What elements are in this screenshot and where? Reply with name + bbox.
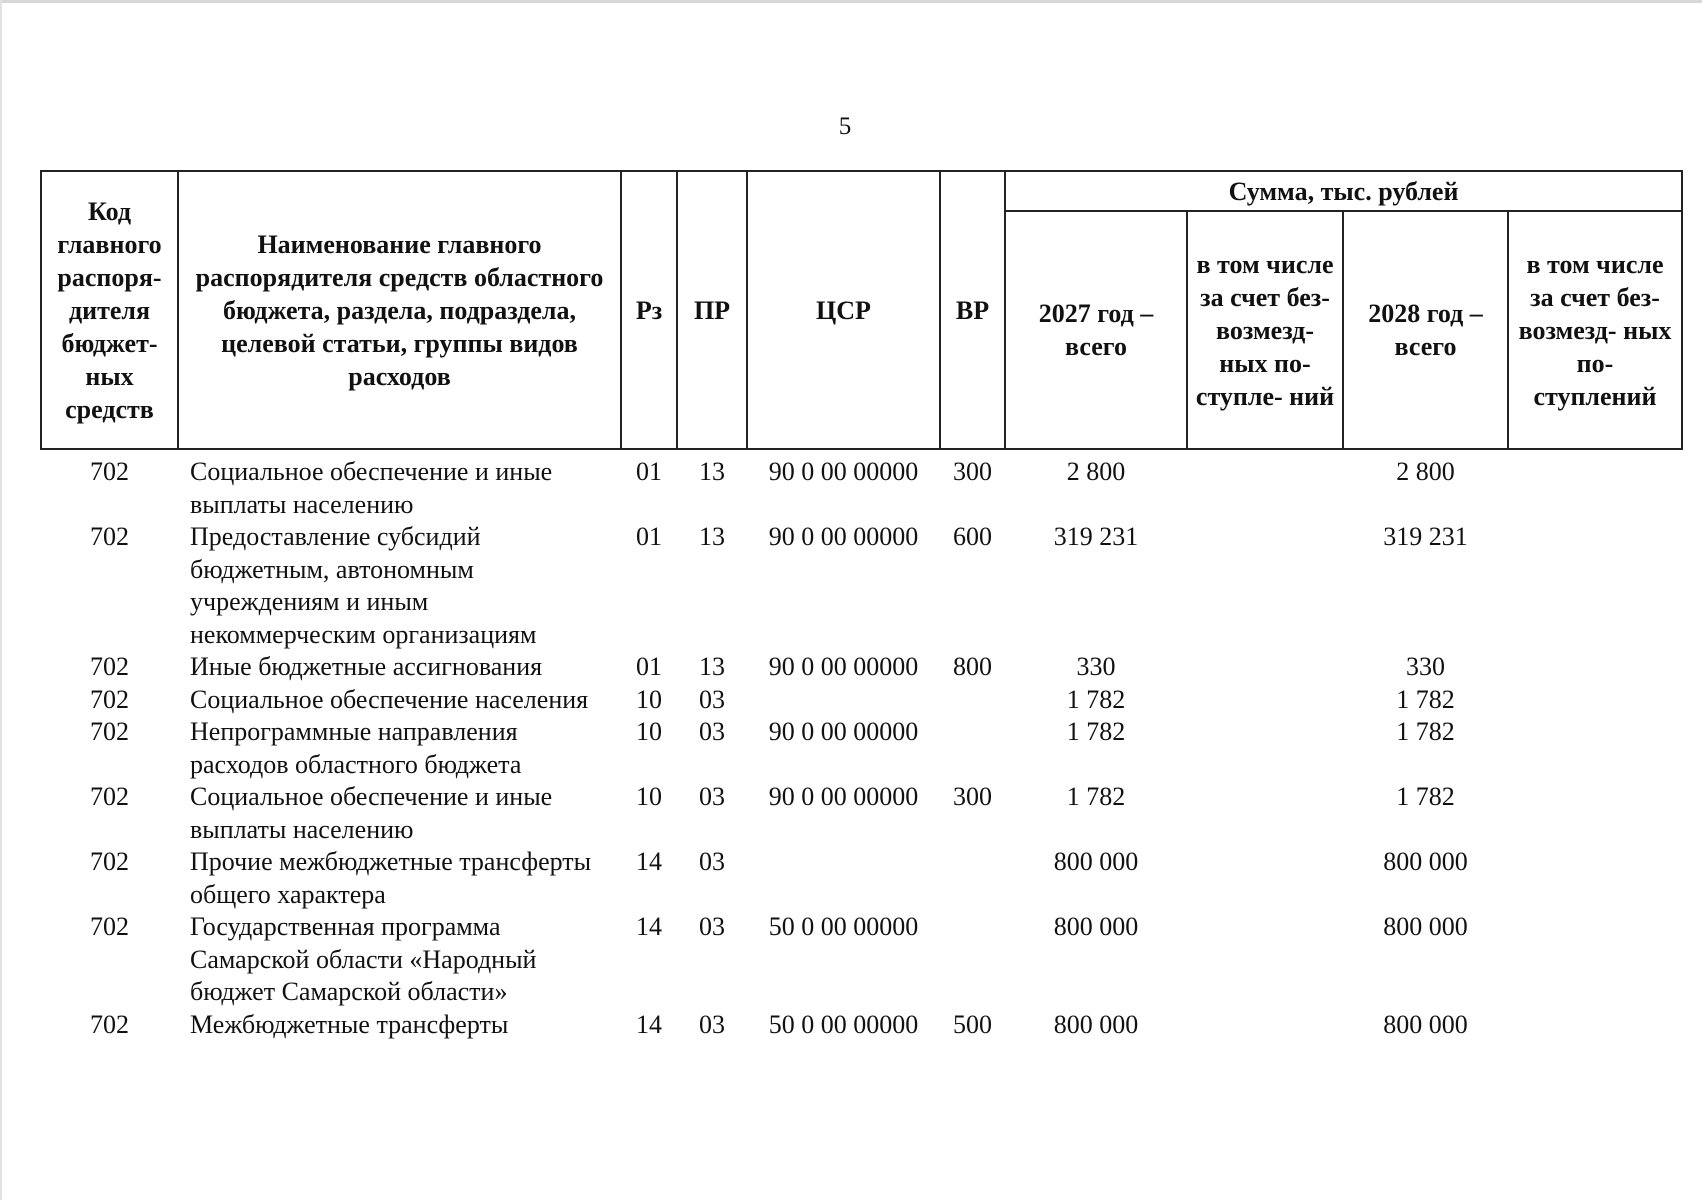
- page-edge-top: [0, 0, 1702, 3]
- header-vr: ВР: [940, 171, 1005, 449]
- cell-rz: 14: [636, 912, 662, 941]
- cell-csr: 90 0 00 00000: [768, 717, 919, 746]
- table-header: [41, 171, 1682, 449]
- header-2027-total: 2027 год – всего: [1005, 211, 1187, 449]
- cell-csr: 50 0 00 00000: [768, 1009, 919, 1039]
- cell-pr: 13: [699, 457, 725, 486]
- cell-rz: 14: [636, 847, 662, 876]
- cell-2027-total: 319 231: [1053, 522, 1139, 551]
- cell-kod: 702: [90, 782, 129, 811]
- cell-2027-total: 800 000: [1053, 1009, 1139, 1039]
- cell-kod: 702: [90, 522, 129, 551]
- header-2028-total: 2028 год – всего: [1343, 211, 1508, 449]
- cell-2028-total: 800 000: [1383, 912, 1468, 941]
- page-number: 5: [838, 113, 852, 140]
- cell-2028-total: 1 782: [1396, 782, 1455, 811]
- page-edge-left: [0, 0, 2, 1200]
- header-pr: ПР: [677, 171, 747, 449]
- cell-pr: 03: [699, 782, 725, 811]
- cell-kod: 702: [90, 457, 129, 486]
- cell-2028-free: [1508, 781, 1682, 846]
- cell-name: Прочие межбюджетные трансферты общего характера: [190, 847, 592, 909]
- header-csr: ЦСР: [747, 171, 940, 449]
- cell-rz: 01: [636, 652, 662, 681]
- cell-2027-free: [1187, 781, 1343, 846]
- cell-pr: 13: [699, 652, 725, 681]
- cell-2028-free: [1508, 846, 1682, 911]
- cell-rz: 14: [636, 1009, 662, 1039]
- cell-2028-free: [1508, 1009, 1682, 1042]
- cell-2028-free: [1508, 684, 1682, 717]
- cell-pr: 03: [699, 847, 725, 876]
- cell-vr: [940, 684, 1005, 717]
- header-kod: Код главного распоря- дителя бюджет- ных средств: [41, 171, 178, 449]
- cell-2028-total: 319 231: [1383, 522, 1468, 551]
- cell-kod: 702: [90, 1009, 129, 1039]
- table-row: [41, 781, 1682, 846]
- cell-name: Предоставление субсидий бюджетным, автономным учреждениям и иным некоммерческим организациям: [190, 522, 537, 649]
- cell-csr: 90 0 00 00000: [768, 652, 919, 681]
- cell-2027-total: 1 782: [1066, 782, 1126, 811]
- cell-2028-total: 330: [1406, 652, 1445, 681]
- cell-name: Социальное обеспечение населения: [190, 684, 589, 714]
- cell-name: Межбюджетные трансферты: [190, 1009, 509, 1039]
- cell-vr: 800: [953, 652, 992, 681]
- cell-name: Государственная программа Самарской области «Народный бюджет Самарской области»: [190, 912, 537, 1006]
- cell-vr: [940, 846, 1005, 911]
- cell-2028-total: 800 000: [1383, 1009, 1468, 1039]
- cell-2028-free: [1508, 521, 1682, 651]
- cell-rz: 01: [636, 457, 662, 486]
- cell-vr: 300: [953, 782, 992, 811]
- cell-2027-free: [1187, 716, 1343, 781]
- cell-rz: 10: [636, 782, 662, 811]
- cell-2027-free: [1187, 521, 1343, 651]
- table-row: [41, 521, 1682, 651]
- header-rz: Рз: [621, 171, 677, 449]
- cell-2027-total: 1 782: [1066, 684, 1126, 714]
- cell-2027-free: [1187, 911, 1343, 1009]
- cell-vr: 500: [953, 1009, 992, 1039]
- cell-vr: [940, 911, 1005, 1009]
- cell-2027-total: 2 800: [1066, 457, 1126, 486]
- cell-2027-free: [1187, 846, 1343, 911]
- cell-2028-free: [1508, 651, 1682, 684]
- cell-csr: 90 0 00 00000: [768, 522, 919, 551]
- cell-csr: 50 0 00 00000: [768, 912, 919, 941]
- cell-2028-free: [1508, 911, 1682, 1009]
- cell-2027-total: 330: [1076, 652, 1116, 681]
- cell-pr: 03: [699, 912, 725, 941]
- table-row: [41, 846, 1682, 911]
- header-sum-group: Сумма, тыс. рублей: [1005, 171, 1682, 211]
- cell-kod: 702: [90, 684, 129, 714]
- cell-kod: 702: [90, 652, 129, 681]
- cell-2027-free: [1187, 1009, 1343, 1042]
- cell-2028-free: [1508, 449, 1682, 521]
- cell-name: Иные бюджетные ассигнования: [190, 652, 543, 681]
- header-2028-free: в том числе за счет без- возмезд- ных по- ступлений: [1508, 211, 1682, 449]
- header-name: Наименование главного распорядителя средств областного бюджета, раздела, подраздела, целевой статьи, группы видов расходов: [178, 171, 621, 449]
- cell-2027-total: 800 000: [1053, 847, 1139, 876]
- budget-table: [40, 170, 1683, 1041]
- table-row: [41, 449, 1682, 521]
- cell-rz: 01: [636, 522, 662, 551]
- table-row: [41, 684, 1682, 717]
- table-row: [41, 1009, 1682, 1042]
- cell-kod: 702: [90, 912, 129, 941]
- cell-name: Социальное обеспечение и иные выплаты населению: [190, 457, 553, 519]
- cell-pr: 03: [699, 684, 725, 714]
- cell-2027-free: [1187, 449, 1343, 521]
- cell-name: Социальное обеспечение и иные выплаты населению: [190, 782, 553, 844]
- cell-csr: [747, 684, 940, 717]
- cell-kod: 702: [90, 717, 129, 746]
- cell-2028-free: [1508, 716, 1682, 781]
- cell-rz: 10: [636, 684, 662, 714]
- cell-vr: 600: [953, 522, 992, 551]
- cell-pr: 03: [699, 1009, 725, 1039]
- cell-2027-total: 800 000: [1053, 912, 1139, 941]
- table-row: [41, 651, 1682, 684]
- cell-kod: 702: [90, 847, 129, 876]
- cell-vr: 300: [953, 457, 992, 486]
- cell-2027-free: [1187, 684, 1343, 717]
- cell-name: Непрограммные направления расходов областного бюджета: [190, 717, 522, 779]
- cell-2028-total: 1 782: [1396, 717, 1455, 746]
- header-2027-free: в том числе за счет без- возмезд- ных по- ступле- ний: [1187, 211, 1343, 449]
- cell-pr: 13: [699, 522, 725, 551]
- cell-csr: 90 0 00 00000: [768, 782, 919, 811]
- cell-2028-total: 2 800: [1396, 457, 1455, 486]
- cell-2028-total: 1 782: [1396, 684, 1455, 714]
- cell-pr: 03: [699, 717, 725, 746]
- cell-csr: 90 0 00 00000: [768, 457, 919, 486]
- cell-vr: [940, 716, 1005, 781]
- cell-2028-total: 800 000: [1383, 847, 1468, 876]
- cell-csr: [747, 846, 940, 911]
- table-body: [41, 449, 1682, 1041]
- cell-2027-total: 1 782: [1066, 717, 1126, 746]
- table-row: [41, 911, 1682, 1009]
- cell-rz: 10: [636, 717, 662, 746]
- table-row: [41, 716, 1682, 781]
- cell-2027-free: [1187, 651, 1343, 684]
